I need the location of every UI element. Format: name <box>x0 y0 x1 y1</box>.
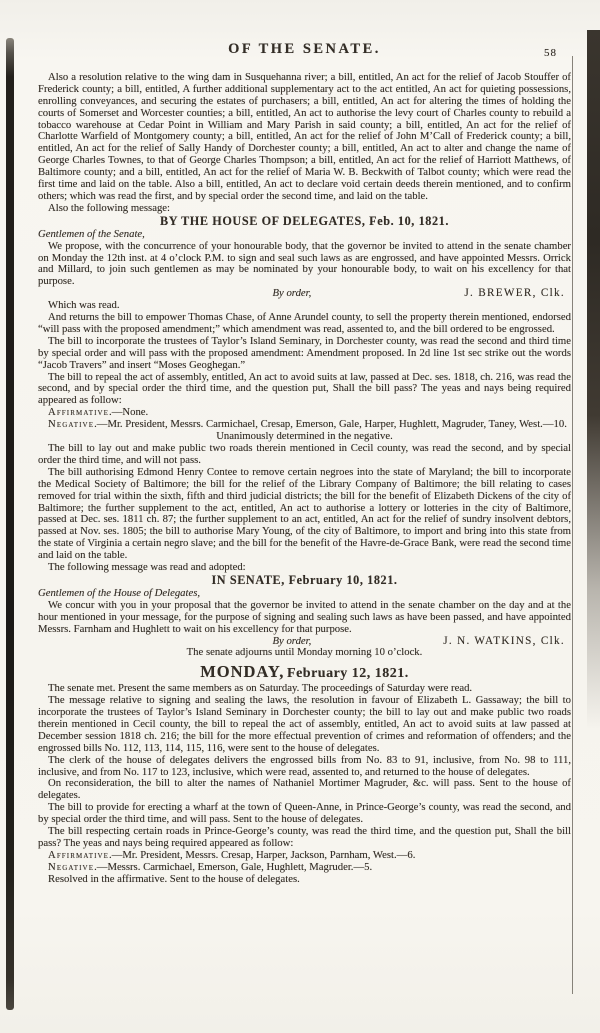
paragraph-taylors-island-bill: The bill to incorporate the trustees of Taylor’s Island Seminary, in Dorchester county, was read the second and third time by special order and will pass with the proposed amendment: Amendment proposed. In 2d line 1st sec strike out the words “Jacob Travers” and insert “Moses Geoghegan.” <box>38 334 571 371</box>
clerk-signature-brewer: J. BREWER, Clk. <box>464 287 565 300</box>
paragraph-reconsideration-magruder: On reconsideration, the bill to alter the names of Nathaniel Mortimer Magruder, &c. will pass. Sent to the house of delegates. <box>38 777 571 802</box>
resolved-line: Resolved in the affirmative. Sent to the house of delegates. <box>48 872 300 885</box>
page-edge-rule <box>572 56 573 994</box>
paragraph-message-adopted-intro: The following message was read and adopted: <box>48 561 246 574</box>
heading-day: MONDAY, <box>200 662 285 682</box>
adjournment-line: The senate adjourns until Monday morning 10 o’clock. <box>186 646 423 659</box>
affirmative-detail: .—Mr. President, Messrs. Cresap, Harper, Jackson, Parnham, West.—6. <box>109 848 416 861</box>
salutation-gentlemen-of-house: Gentlemen of the House of Delegates, <box>38 586 201 599</box>
paragraph-message-intro: Also the following message: <box>48 201 170 214</box>
paragraph-queen-anne-wharf-bill: The bill to provide for erecting a wharf at the town of Queen-Anne, in Prince-George’s county, was read the second, and by special order the third time, and will pass. Sent to the house of delegates. <box>38 801 571 826</box>
negative-detail: .—Mr. President, Messrs. Carmichael, Cresap, Emerson, Gale, Harper, Hughlett, Magruder, Taney, West.—10. <box>94 418 567 431</box>
heading-monday-session <box>38 662 571 682</box>
page-text-column <box>38 41 571 886</box>
paragraph-which-was-read: Which was read. <box>48 299 120 312</box>
paragraph-thomas-chase-bill: And returns the bill to empower Thomas Chase, of Anne Arundel county, to sell the property therein mentioned, endorsed “will pass with the proposed amendment;” which amendment was read, assented to, and the bill ordered to be engrossed. <box>38 311 571 335</box>
paragraph-cecil-roads-bill: The bill to lay out and make public two roads therein mentioned in Cecil county, was read the second, and by special order the third time, and will not pass. <box>38 442 571 466</box>
page-number: 58 <box>544 47 557 59</box>
paragraph-senate-met: The senate met. Present the same members as on Saturday. The proceedings of Saturday were read. <box>48 682 473 695</box>
by-order-label: By order, <box>272 287 312 300</box>
negative-label: Negative <box>48 418 95 431</box>
paragraph-bills-second-reading: The bill authorising Edmond Henry Contee to remove certain negroes into the state of Maryland; the bill to incorporate the Medical Society of Baltimore; the bill for the relief of the Library Company of Baltimore; the bill relating to cases removed for trial within the sixth, fifth and third judicial districts; the bill for the benefit of Elizabeth Dickens of the city of Baltimore; the further supplement to the act, entitled, An act to authorise a lottery or lotteries in the city of Baltimore, passed at Dec. ses. 1811 ch. 87; the further supplement to an act, entitled, An act for the relief of sundry insolvent debtors, passed at Nov. ses. 1805; the bill to authorise Mary Young, of the city of Baltimore, to import and bring into this state from the state of Virginia a certain negro slave; and the bill for the benefit of the Havre-de-Grace Bank, were read the second time and laid on the table. <box>38 465 571 562</box>
by-order-label: By order, <box>272 634 312 647</box>
negative-label: Negative <box>48 860 95 873</box>
heading-in-senate-message: IN SENATE, February 10, 1821. <box>211 572 398 587</box>
paragraph-bills-first-reading: Also a resolution relative to the wing dam in Susquehanna river; a bill, entitled, An act for the relief of Jacob Stouffer of Frederick county; a bill, entitled, A further additional supplementary act to the act entitled, An act for quieting possessions, enrolling conveyances, and securing the estates of purchasers; a bill, entitled, An act for altering the times of holding the courts of Somerset and Worcester counties; a bill, entitled, An act to authorise the levy court of Charles county to rebuild a tobacco warehouse at Cedar Point in William and Mary Parish in said county; a bill, entitled, An act for the relief of Charlotte Warfield of Montgomery county; a bill, entitled, An act for the relief of John M’Call of Frederick county; a bill, entitled, An act for the relief of Sally Handy of Dorchester county; a bill, entitled, An act to alter and change the name of George Charles Townes, to that of George Charles Thompson; a bill, entitled, An act for the relief of Harriott Matthews, of Baltimore county; and a bill, entitled, An act for the relief of Maria W. B. Beckwith of Talbot county; which were read the first time and laid on the table. Also a bill, entitled, An act to declare void certain deeds therein mentioned, and to confirm others; which was read the first, and by special order the second time, and laid on the table. <box>38 70 571 202</box>
adjacent-page-edge-artifact <box>587 30 600 730</box>
paragraph-senate-message-body: We concur with you in your proposal that the governor be invited to attend in the senate chamber on the day and at the hour mentioned in your message, for the purpose of signing and sealing such laws as have been passed, and have appointed Messrs. Farnham and Hughlett to wait on his excellency for that purpose. <box>38 598 571 635</box>
running-header <box>38 41 571 59</box>
vote-result-line: Unanimously determined in the negative. <box>216 430 393 443</box>
paragraph-bills-sent-to-house: The message relative to signing and sealing the laws, the resolution in favour of Elizabeth L. Gassaway; the bill to incorporate the trustees of Taylor’s Island Seminary in Dorchester county; the bill to lay out and make public two roads therein mentioned in Cecil county, the bill to repeal the act of assembly, entitled, An act to avoid suits at law passed at December session 1818 ch. 216; the bill for the more effectual prevention of crimes and reformation of offenders; and the engrossed bills No. 112, 113, 114, 115, 116, were sent to the house of delegates. <box>38 694 571 754</box>
paragraph-house-message-body: We propose, with the concurrence of your honourable body, that the governor be invited to attend in the senate chamber on Monday the 12th inst. at 4 o’clock P.M. to sign and seal such laws as are engrossed, and have appointed Messrs. Orrick and Millard, to join such gentlemen as may be nominated by your honourable body, to wait on his excellency for that purpose. <box>38 239 571 288</box>
paragraph-prince-georges-roads-bill: The bill respecting certain roads in Prince-George’s county, was read the third time, and the question put, Shall the bill pass? The yeas and nays being required appeared as follow: <box>38 825 571 849</box>
affirmative-detail: .—None. <box>109 406 149 419</box>
affirmative-label: Affirmative <box>48 406 110 419</box>
affirmative-label: Affirmative <box>48 848 110 861</box>
negative-detail: .—Messrs. Carmichael, Emerson, Gale, Hughlett, Magruder.—5. <box>94 860 373 873</box>
heading-date: February 12, 1821. <box>287 666 409 682</box>
paragraph-clerk-delivers-bills: The clerk of the house of delegates delivers the engrossed bills from No. 83 to 91, inclusive, from No. 98 to 111, inclusive, and from No. 117 to 123, inclusive, which were read, assented to, and returned to the house of delegates. <box>38 753 571 778</box>
paragraph-repeal-act-bill: The bill to repeal the act of assembly, entitled, An act to avoid suits at law, passed at Dec. ses. 1818, ch. 216, was read the second, and by special order the third time, and the question put, Shall the bill pass? The yeas and nays being required appeared as follow: <box>38 370 571 407</box>
salutation-gentlemen-of-senate: Gentlemen of the Senate, <box>38 227 145 240</box>
clerk-signature-watkins: J. N. WATKINS, Clk. <box>443 634 565 647</box>
page-title: OF THE SENATE. <box>228 41 381 57</box>
page-binding-shadow <box>6 38 14 1010</box>
vote-line-negative-2 <box>38 862 571 874</box>
heading-house-of-delegates-message: BY THE HOUSE OF DELEGATES, Feb. 10, 1821. <box>159 213 450 228</box>
